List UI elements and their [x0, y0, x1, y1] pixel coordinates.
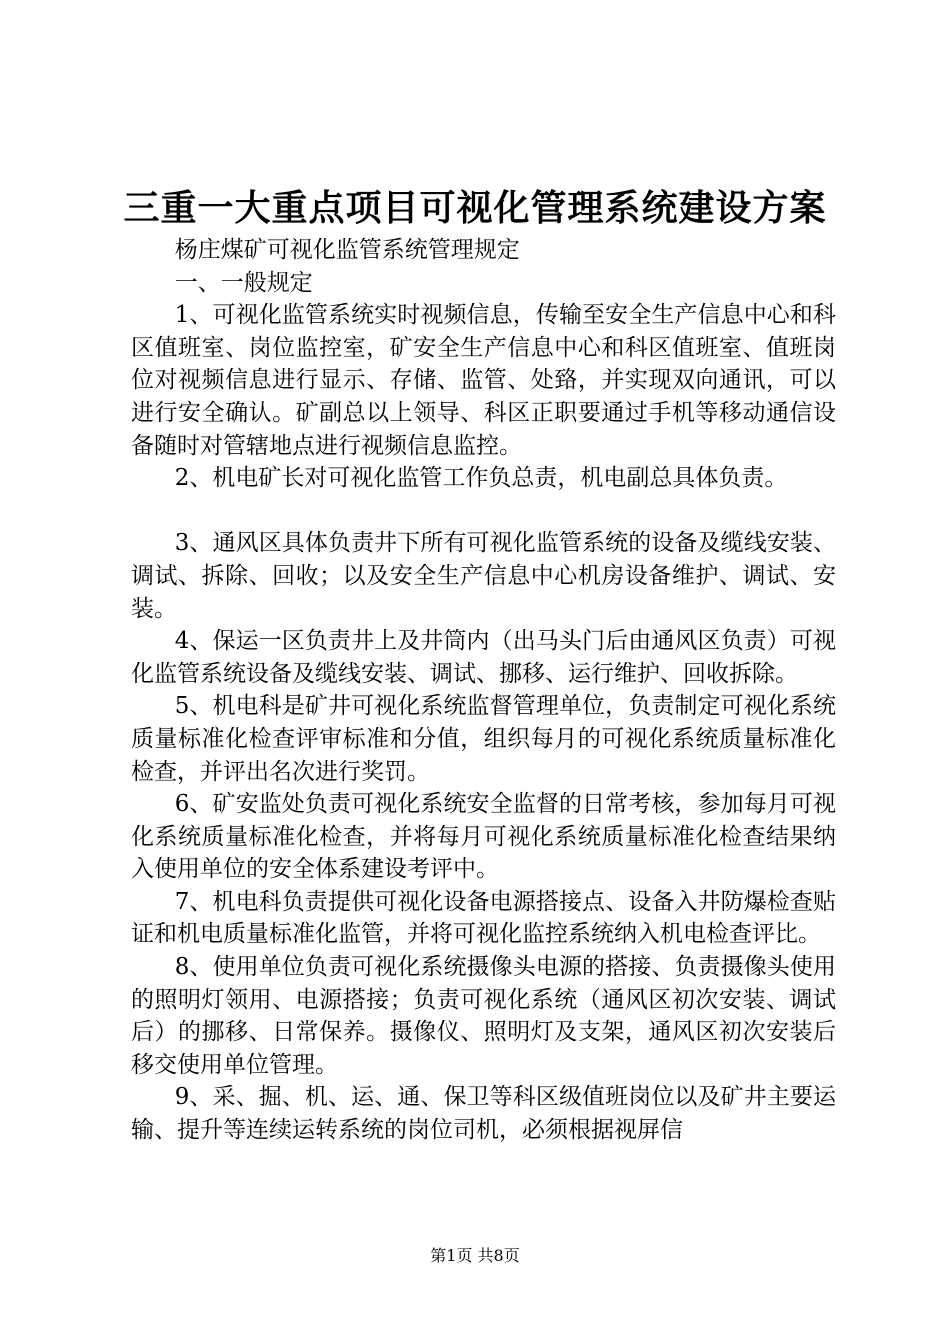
section-heading: 一、一般规定	[174, 269, 313, 296]
document-title: 三重一大重点项目可视化管理系统建设方案	[123, 187, 827, 229]
subtitle-paragraph: 杨庄煤矿可视化监管系统管理规定	[174, 237, 520, 263]
body-paragraph: 8、使用单位负责可视化系统摄像头电源的搭接、负责摄像头使用的照明灯领用、电源搭接；负责可视化系统（通风区初次安装、调试后）的挪移、日常保养。摄像仪、照明灯及支架，通风区初次安装后移交使用单位管理。	[131, 954, 836, 1078]
document-body	[131, 234, 836, 1147]
body-paragraph: 2、机电矿长对可视化监管工作负总责，机电副总具体负责。	[174, 465, 788, 492]
page-number: 第1页 共8页	[430, 1246, 520, 1265]
body-paragraph: 4、保运一区负责井上及井筒内（出马头门后由通风区负责）可视化监管系统设备及缆线安装、调试、挪移、运行维护、回收拆除。	[131, 628, 836, 687]
body-paragraph: 1、可视化监管系统实时视频信息，传输至安全生产信息中心和科区值班室、岗位监控室，矿安全生产信息中心和科区值班室、值班岗位对视频信息进行显示、存储、监管、处臵，并实现双向通讯，可以进行安全确认。矿副总以上领导、科区正职要通过手机等移动通信设备随时对管辖地点进行视频信息监控。	[131, 302, 836, 459]
body-paragraph: 9、采、掘、机、运、通、保卫等科区级值班岗位以及矿井主要运输、提升等连续运转系统的岗位司机，必须根据视屏信	[131, 1084, 836, 1144]
body-paragraph: 6、矿安监处负责可视化系统安全监督的日常考核，参加每月可视化系统质量标准化检查，并将每月可视化系统质量标准化检查结果纳入使用单位的安全体系建设考评中。	[131, 791, 836, 883]
body-paragraph: 3、通风区具体负责井下所有可视化监管系统的设备及缆线安装、调试、拆除、回收；以及安全生产信息中心机房设备维护、调试、安装。	[131, 530, 836, 622]
body-paragraph: 7、机电科负责提供可视化设备电源搭接点、设备入井防爆检查贴证和机电质量标准化监管，并将可视化监控系统纳入机电检查评比。	[131, 888, 836, 948]
body-paragraph: 5、机电科是矿井可视化系统监督管理单位，负责制定可视化系统质量标准化检查评审标准和分值，组织每月的可视化系统质量标准化检查，并评出名次进行奖罚。	[131, 693, 836, 785]
